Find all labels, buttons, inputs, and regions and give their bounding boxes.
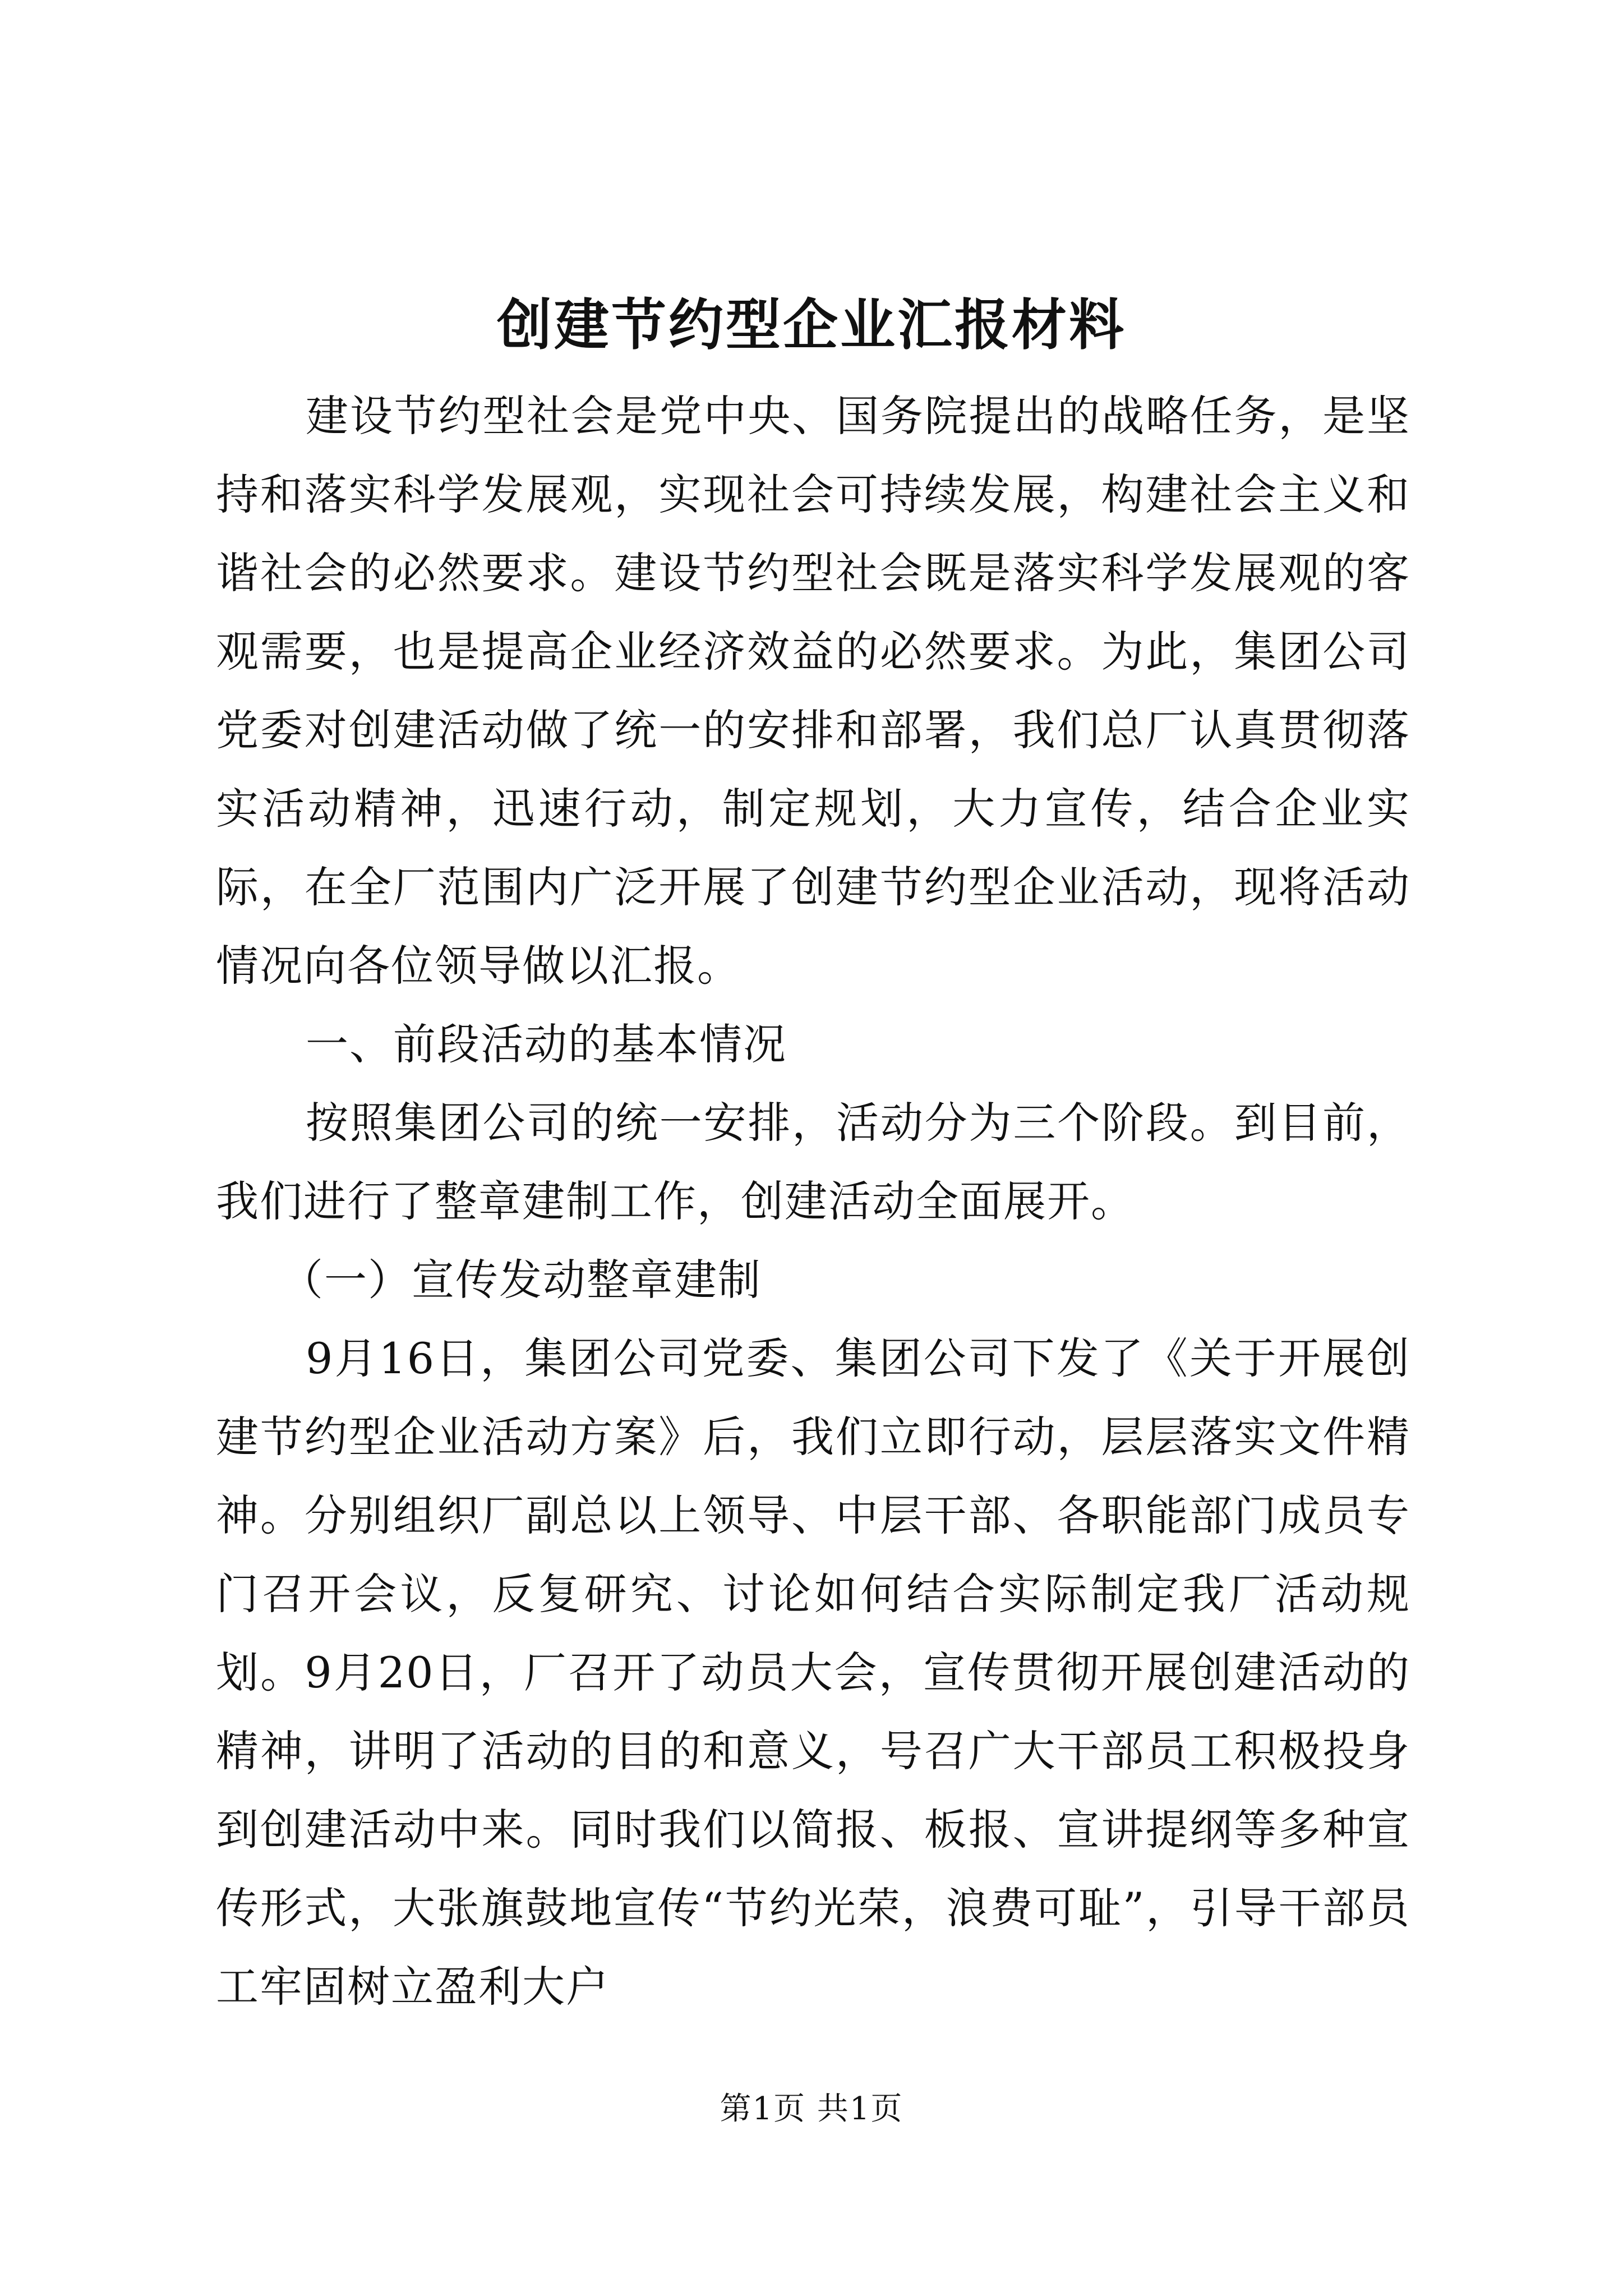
subsection-paragraph-1: 9月16日，集团公司党委、集团公司下发了《关于开展创建节约型企业活动方案》后，我们立即行动，层层落实文件精神。分别组织厂副总以上领导、中层干部、各职能部门成员专门召开会议，反复研究、讨论如何结合实际制定我厂活动规划。9月20日，厂召开了动员大会，宣传贯彻开展创建活动的精神，讲明了活动的目的和意义，号召广大干部员工积极投身到创建活动中来。同时我们以简报、板报、宣讲提纲等多种宣传形式，大张旗鼓地宣传“节约光荣，浪费可耻”，引导干部员工牢固树立盈利大户: [216, 1333, 1410, 2012]
document-title: 创建节约型企业汇报材料: [496, 293, 1126, 357]
page-footer: 第1页 共1页: [720, 2091, 903, 2127]
subsection-heading-1: （一）宣传发动整章建制: [280, 1255, 762, 1305]
intro-paragraph: 建设节约型社会是党中央、国务院提出的战略任务，是坚持和落实科学发展观，实现社会可持续发展，构建社会主义和谐社会的必然要求。建设节约型社会既是落实科学发展观的客观需要，也是提高企业经济效益的必然要求。为此，集团公司党委对创建活动做了统一的安排和部署，我们总厂认真贯彻落实活动精神，迅速行动，制定规划，大力宣传，结合企业实际，在全厂范围内广泛开展了创建节约型企业活动，现将活动情况向各位领导做以汇报。: [216, 391, 1410, 991]
section-heading-1: 一、前段活动的基本情况: [306, 1019, 787, 1069]
section-paragraph-1: 按照集团公司的统一安排，活动分为三个阶段。到目前，我们进行了整章建制工作，创建活动全面展开。: [216, 1098, 1410, 1226]
document-body: [216, 377, 1410, 2026]
